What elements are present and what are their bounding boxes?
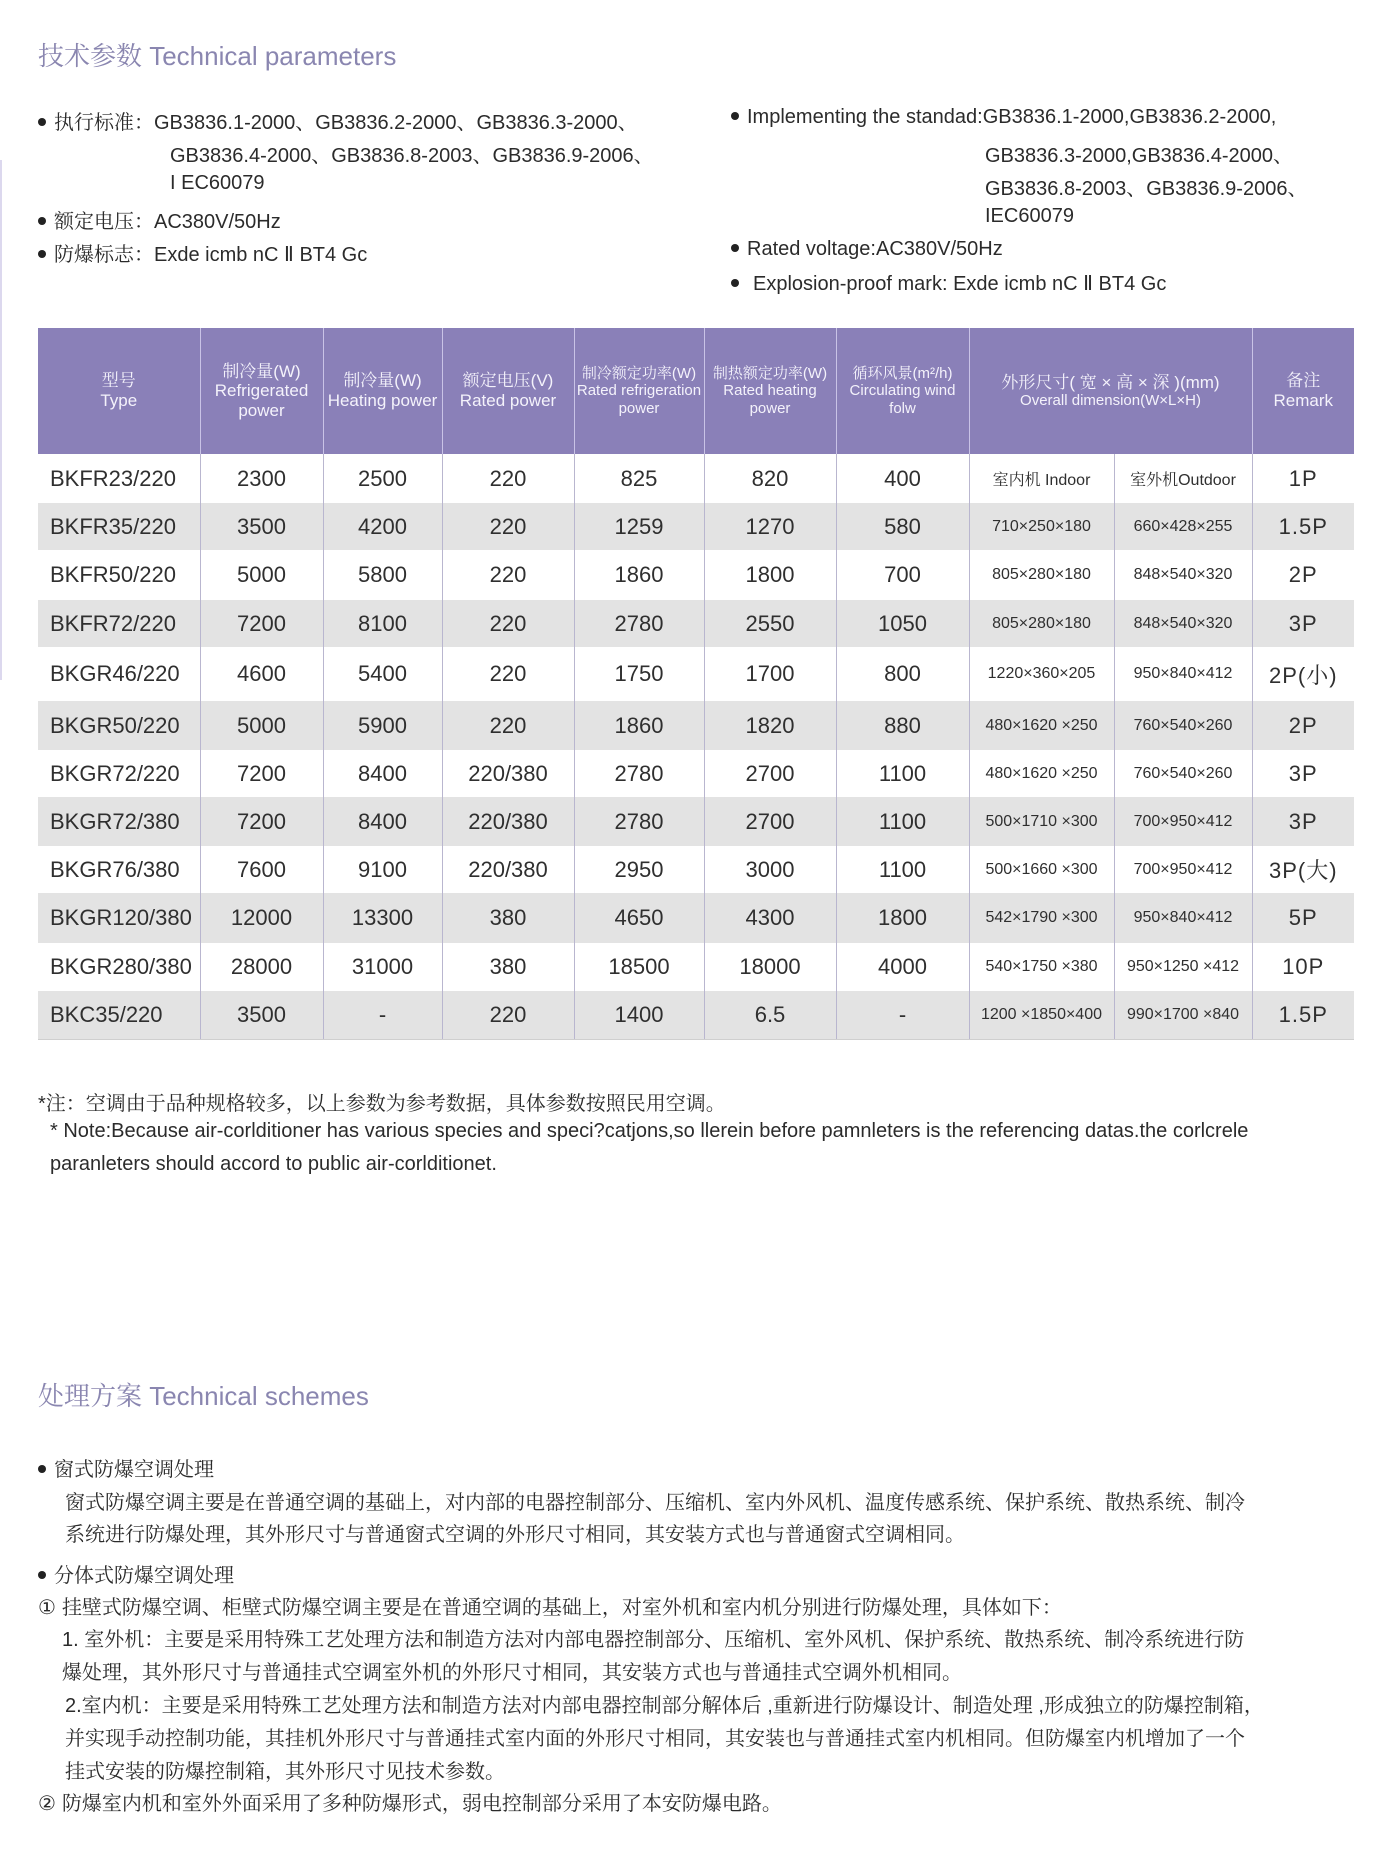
- header-type: 型号 Type: [38, 328, 200, 454]
- cell-cool: 7200: [200, 600, 323, 647]
- en-voltage-value: Rated voltage:AC380V/50Hz: [747, 238, 1003, 260]
- cn-voltage-value: AC380V/50Hz: [154, 211, 281, 233]
- outdoor-line-2: 爆处理，其外形尺寸与普通挂式空调室外机的外形尺寸相同，其安装方式也与普通挂式空调外机相同。: [62, 1662, 962, 1684]
- cell-heat: 5900: [323, 701, 442, 750]
- cell-remark: 2P: [1252, 550, 1354, 600]
- cell-indoor: 805×280×180: [969, 600, 1114, 647]
- cell-air: 1100: [836, 750, 969, 797]
- cell-cool: 3500: [200, 503, 323, 550]
- cell-rcool: 1259: [574, 503, 704, 550]
- table-row: [38, 647, 1354, 701]
- note-cn: *注：空调由于品种规格较多，以上参数为参考数据，具体参数按照民用空调。: [38, 1093, 726, 1115]
- cell-outdoor: 室外机Outdoor: [1114, 454, 1252, 503]
- cell-cool: 28000: [200, 943, 323, 991]
- cell-volt: 220/380: [442, 797, 574, 846]
- cell-rcool: 1400: [574, 991, 704, 1039]
- cell-air: 580: [836, 503, 969, 550]
- split-heading: [38, 1559, 234, 1588]
- cell-volt: 380: [442, 943, 574, 991]
- cell-cool: 5000: [200, 701, 323, 750]
- cell-heat: 8100: [323, 600, 442, 647]
- bullet-icon: [38, 250, 46, 258]
- split-item-2-text: 防爆室内机和室外外面采用了多种防爆形式，弱电控制部分采用了本安防爆电路。: [61, 1793, 782, 1815]
- cell-indoor: 1200 ×1850×400: [969, 991, 1114, 1039]
- cell-indoor: 542×1790 ×300: [969, 893, 1114, 943]
- cell-remark: 1P: [1252, 454, 1354, 503]
- cell-remark: 3P: [1252, 750, 1354, 797]
- table-row: [38, 991, 1354, 1039]
- table-row: [38, 893, 1354, 943]
- en-standard-line-4: IEC60079: [985, 205, 1074, 227]
- cell-cool: 12000: [200, 893, 323, 943]
- table-header-row: [38, 328, 1354, 454]
- header-heating-power: 制冷量(W) Heating power: [323, 328, 442, 454]
- cell-remark: 5P: [1252, 893, 1354, 943]
- cell-outdoor: 848×540×320: [1114, 600, 1252, 647]
- split-item-1: [38, 1591, 1062, 1620]
- split-heading-text: 分体式防爆空调处理: [54, 1565, 234, 1587]
- cell-rheat: 1820: [704, 701, 836, 750]
- cn-voltage-label: 额定电压：: [54, 211, 154, 233]
- cell-air: 800: [836, 647, 969, 701]
- en-standard-line-3: GB3836.8-2003、GB3836.9-2006、: [985, 178, 1308, 200]
- header-rated-heating-power: 制热额定功率(W) Rated heating power: [704, 328, 836, 454]
- cell-rcool: 2780: [574, 797, 704, 846]
- bullet-icon: [731, 244, 739, 252]
- cell-volt: 380: [442, 893, 574, 943]
- cell-rcool: 1860: [574, 701, 704, 750]
- cell-cool: 4600: [200, 647, 323, 701]
- cell-rcool: 2780: [574, 600, 704, 647]
- page-edge-line: [0, 160, 2, 680]
- cell-heat: 8400: [323, 797, 442, 846]
- cell-rcool: 2780: [574, 750, 704, 797]
- cell-rcool: 1750: [574, 647, 704, 701]
- cell-rheat: 3000: [704, 846, 836, 893]
- cn-standard-label: 执行标准：: [54, 112, 154, 134]
- table-row: [38, 503, 1354, 550]
- cell-indoor: 805×280×180: [969, 550, 1114, 600]
- cell-rheat: 4300: [704, 893, 836, 943]
- cell-air: 1050: [836, 600, 969, 647]
- cell-heat: 4200: [323, 503, 442, 550]
- cell-type: BKC35/220: [38, 991, 200, 1039]
- cell-volt: 220: [442, 991, 574, 1039]
- cell-outdoor: 760×540×260: [1114, 750, 1252, 797]
- cell-type: BKGR76/380: [38, 846, 200, 893]
- cell-type: BKGR50/220: [38, 701, 200, 750]
- window-heading: [38, 1453, 214, 1482]
- cell-rheat: 2700: [704, 797, 836, 846]
- cell-remark: 3P: [1252, 600, 1354, 647]
- en-standard-line-1: [731, 106, 1276, 129]
- cell-heat: 5800: [323, 550, 442, 600]
- cell-rheat: 6.5: [704, 991, 836, 1039]
- cell-heat: 9100: [323, 846, 442, 893]
- cell-cool: 7200: [200, 797, 323, 846]
- cell-type: BKFR35/220: [38, 503, 200, 550]
- split-item-1-text: 挂壁式防爆空调、柜壁式防爆空调主要是在普通空调的基础上，对室外机和室内机分别进行防爆处理，具体如下：: [61, 1597, 1062, 1619]
- cell-type: BKGR120/380: [38, 893, 200, 943]
- cell-rheat: 1800: [704, 550, 836, 600]
- cell-cool: 7600: [200, 846, 323, 893]
- note-en-line-2: paranleters should accord to public air-corlditionet.: [50, 1153, 497, 1175]
- cell-volt: 220/380: [442, 846, 574, 893]
- cell-rheat: 820: [704, 454, 836, 503]
- cell-remark: 10P: [1252, 943, 1354, 991]
- cell-air: 700: [836, 550, 969, 600]
- cell-outdoor: 700×950×412: [1114, 846, 1252, 893]
- cell-type: BKFR23/220: [38, 454, 200, 503]
- indoor-line-1: 2.室内机：主要是采用特殊工艺处理方法和制造方法对内部电器控制部分解体后 ,重新进行防爆设计、制造处理 ,形成独立的防爆控制箱，: [65, 1695, 1264, 1717]
- cell-type: BKGR46/220: [38, 647, 200, 701]
- table-row: [38, 846, 1354, 893]
- bullet-icon: [731, 112, 739, 120]
- cell-indoor: 1220×360×205: [969, 647, 1114, 701]
- cell-air: -: [836, 991, 969, 1039]
- cell-cool: 5000: [200, 550, 323, 600]
- cell-heat: 5400: [323, 647, 442, 701]
- cell-outdoor: 700×950×412: [1114, 797, 1252, 846]
- spec-table: [38, 328, 1354, 1040]
- en-standard-value-1: Implementing the standad:GB3836.1-2000,GB3836.2-2000,: [747, 106, 1277, 128]
- circled-two-icon: ②: [38, 1793, 56, 1815]
- cell-type: BKGR72/220: [38, 750, 200, 797]
- cell-cool: 3500: [200, 991, 323, 1039]
- cell-rheat: 18000: [704, 943, 836, 991]
- table-row: [38, 750, 1354, 797]
- split-item-2: [38, 1787, 782, 1816]
- cell-heat: 13300: [323, 893, 442, 943]
- bullet-icon: [38, 217, 46, 225]
- indoor-line-3: 挂式安装的防爆控制箱，其外形尺寸见技术参数。: [65, 1761, 505, 1783]
- table-row: [38, 943, 1354, 991]
- cell-outdoor: 950×1250 ×412: [1114, 943, 1252, 991]
- table-row: [38, 797, 1354, 846]
- cell-heat: 2500: [323, 454, 442, 503]
- cell-outdoor: 950×840×412: [1114, 893, 1252, 943]
- bullet-icon: [38, 1571, 46, 1579]
- circled-one-icon: ①: [38, 1597, 56, 1619]
- window-line-2: 系统进行防爆处理，其外形尺寸与普通窗式空调的外形尺寸相同，其安装方式也与普通窗式空调相同。: [65, 1524, 965, 1546]
- cell-remark: 1.5P: [1252, 991, 1354, 1039]
- cell-indoor: 710×250×180: [969, 503, 1114, 550]
- cell-type: BKFR72/220: [38, 600, 200, 647]
- cell-indoor: 500×1660 ×300: [969, 846, 1114, 893]
- cell-volt: 220/380: [442, 750, 574, 797]
- cn-mark-value: Exde icmb nC Ⅱ BT4 Gc: [154, 244, 368, 266]
- window-heading-text: 窗式防爆空调处理: [54, 1459, 214, 1481]
- window-line-1: 窗式防爆空调主要是在普通空调的基础上，对内部的电器控制部分、压缩机、室内外风机、温度传感系统、保护系统、散热系统、制冷: [65, 1492, 1245, 1514]
- cell-cool: 2300: [200, 454, 323, 503]
- cell-air: 1100: [836, 797, 969, 846]
- header-circulating-wind-flow: 循环风景(m²/h) Circulating wind folw: [836, 328, 969, 454]
- cell-remark: 3P(大): [1252, 846, 1354, 893]
- indoor-line-2: 并实现手动控制功能，其挂机外形尺寸与普通挂式室内面的外形尺寸相同，其安装也与普通挂式室内机相同。但防爆室内机增加了一个: [65, 1728, 1245, 1750]
- cell-volt: 220: [442, 454, 574, 503]
- cell-rcool: 1860: [574, 550, 704, 600]
- cn-standard-value-1: GB3836.1-2000、GB3836.2-2000、GB3836.3-2000、: [154, 112, 638, 134]
- cell-indoor: 500×1710 ×300: [969, 797, 1114, 846]
- cell-outdoor: 848×540×320: [1114, 550, 1252, 600]
- cell-rheat: 1700: [704, 647, 836, 701]
- cell-rcool: 18500: [574, 943, 704, 991]
- cell-remark: 2P: [1252, 701, 1354, 750]
- cell-volt: 220: [442, 701, 574, 750]
- cell-type: BKGR280/380: [38, 943, 200, 991]
- cell-outdoor: 660×428×255: [1114, 503, 1252, 550]
- cn-voltage-line: [38, 205, 281, 234]
- cell-indoor: 480×1620 ×250: [969, 750, 1114, 797]
- header-overall-dimension: 外形尺寸( 宽 × 高 × 深 )(mm) Overall dimension(W×L×H): [969, 328, 1252, 454]
- en-standard-line-2: GB3836.3-2000,GB3836.4-2000、: [985, 145, 1293, 167]
- cn-mark-line: [38, 238, 367, 267]
- cell-volt: 220: [442, 550, 574, 600]
- header-rated-refrigeration-power: 制冷额定功率(W) Rated refrigeration power: [574, 328, 704, 454]
- cn-standard-line-2: GB3836.4-2000、GB3836.8-2003、GB3836.9-2006、: [170, 145, 654, 167]
- cell-type: BKGR72/380: [38, 797, 200, 846]
- cell-indoor: 480×1620 ×250: [969, 701, 1114, 750]
- cell-type: BKFR50/220: [38, 550, 200, 600]
- en-mark-value: Explosion-proof mark: Exde icmb nC Ⅱ BT4 Gc: [753, 273, 1167, 295]
- bullet-icon: [38, 118, 46, 126]
- cell-rcool: 825: [574, 454, 704, 503]
- header-remark: 备注 Remark: [1252, 328, 1354, 454]
- cell-heat: -: [323, 991, 442, 1039]
- cell-volt: 220: [442, 647, 574, 701]
- header-refrigerated-power: 制冷量(W) Refrigerated power: [200, 328, 323, 454]
- cell-outdoor: 990×1700 ×840: [1114, 991, 1252, 1039]
- cn-standard-line-1: [38, 106, 638, 135]
- cell-remark: 1.5P: [1252, 503, 1354, 550]
- note-en-line-1: * Note:Because air-corlditioner has various species and speci?catjons,so llerein before pamnleters is the referencing datas.the corlcrele: [50, 1120, 1249, 1142]
- cell-volt: 220: [442, 600, 574, 647]
- cell-air: 4000: [836, 943, 969, 991]
- cell-remark: 3P: [1252, 797, 1354, 846]
- cell-indoor: 室内机 Indoor: [969, 454, 1114, 503]
- table-row: [38, 701, 1354, 750]
- section-title-parameters: 技术参数 Technical parameters: [38, 41, 397, 71]
- cell-heat: 8400: [323, 750, 442, 797]
- cell-outdoor: 760×540×260: [1114, 701, 1252, 750]
- bullet-icon: [38, 1465, 46, 1473]
- cell-heat: 31000: [323, 943, 442, 991]
- table-row: [38, 600, 1354, 647]
- cell-air: 880: [836, 701, 969, 750]
- cell-rheat: 1270: [704, 503, 836, 550]
- section-title-schemes: 处理方案 Technical schemes: [38, 1381, 369, 1411]
- cn-standard-line-3: I EC60079: [170, 172, 265, 194]
- cell-volt: 220: [442, 503, 574, 550]
- cell-rheat: 2550: [704, 600, 836, 647]
- cell-outdoor: 950×840×412: [1114, 647, 1252, 701]
- cell-rheat: 2700: [704, 750, 836, 797]
- outdoor-line-1: 1. 室外机：主要是采用特殊工艺处理方法和制造方法对内部电器控制部分、压缩机、室外风机、保护系统、散热系统、制冷系统进行防: [62, 1629, 1245, 1651]
- cell-rcool: 2950: [574, 846, 704, 893]
- table-row: [38, 550, 1354, 600]
- cell-cool: 7200: [200, 750, 323, 797]
- cell-air: 400: [836, 454, 969, 503]
- cell-rcool: 4650: [574, 893, 704, 943]
- cell-remark: 2P(小): [1252, 647, 1354, 701]
- en-mark-line: [731, 271, 1166, 296]
- cn-mark-label: 防爆标志：: [54, 244, 154, 266]
- en-voltage-line: [731, 238, 1003, 261]
- table-row: [38, 454, 1354, 503]
- header-rated-voltage: 额定电压(V) Rated power: [442, 328, 574, 454]
- cell-indoor: 540×1750 ×380: [969, 943, 1114, 991]
- bullet-icon: [731, 279, 739, 287]
- cell-air: 1800: [836, 893, 969, 943]
- cell-air: 1100: [836, 846, 969, 893]
